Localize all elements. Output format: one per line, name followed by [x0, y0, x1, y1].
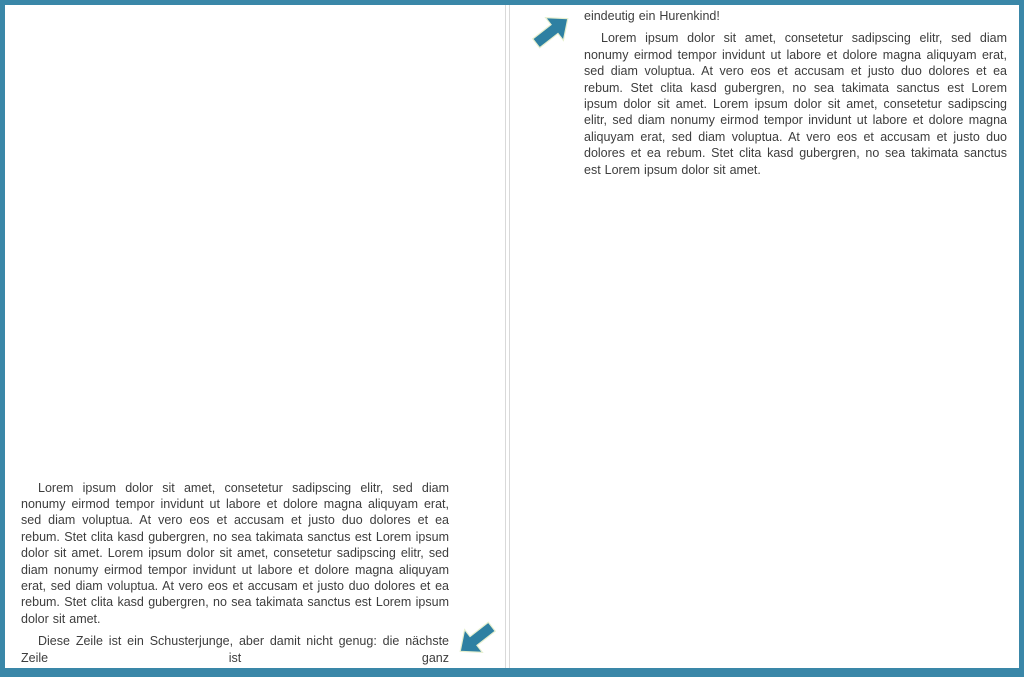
left-page	[5, 5, 505, 668]
arrow-shape	[451, 615, 500, 662]
orphan-line-text: Diese Zeile ist ein Schusterjunge, aber damit nicht genug: die nächste Zeile ist ganz	[21, 634, 449, 665]
right-page	[510, 5, 1019, 668]
widow-line-text: eindeutig ein Hurenkind!	[584, 9, 720, 23]
right-page-text-block	[584, 8, 1007, 178]
schusterjunge-arrow-icon	[448, 616, 504, 662]
left-page-text-block	[21, 480, 449, 666]
two-page-spread	[5, 5, 1019, 668]
hurenkind-arrow-icon	[524, 7, 580, 55]
left-body-paragraph: Lorem ipsum dolor sit amet, consetetur sadipscing elitr, sed diam nonumy eirmod tempor invidunt ut labore et dolore magna aliquyam erat, sed diam voluptua. At vero eos et accusam et justo duo dolores et ea rebum. Stet clita kasd gubergren, no sea takimata sanctus est Lorem ipsum dolor sit amet. Lorem ipsum dolor sit amet, consetetur sadipscing elitr, sed diam nonumy eirmod tempor invidunt ut labore et dolore magna aliquyam erat, sed diam voluptua. At vero eos et accusam et justo duo dolores et ea rebum. Stet clita kasd gubergren, no sea takimata sanctus est Lorem ipsum dolor sit amet.	[21, 480, 449, 626]
arrow-shape	[527, 7, 576, 54]
right-body-paragraph: Lorem ipsum dolor sit amet, consetetur sadipscing elitr, sed diam nonumy eirmod tempor invidunt ut labore et dolore magna aliquyam erat, sed diam voluptua. At vero eos et accusam et justo duo dolores et ea rebum. Stet clita kasd gubergren, no sea takimata sanctus est Lorem ipsum dolor sit amet. Lorem ipsum dolor sit amet, consetetur sadipscing elitr, sed diam nonumy eirmod tempor invidunt ut labore et dolore magna aliquyam erat, sed diam voluptua. At vero eos et accusam et justo duo dolores et ea rebum. Stet clita kasd gubergren, no sea takimata sanctus est Lorem ipsum dolor sit amet.	[584, 31, 1007, 177]
